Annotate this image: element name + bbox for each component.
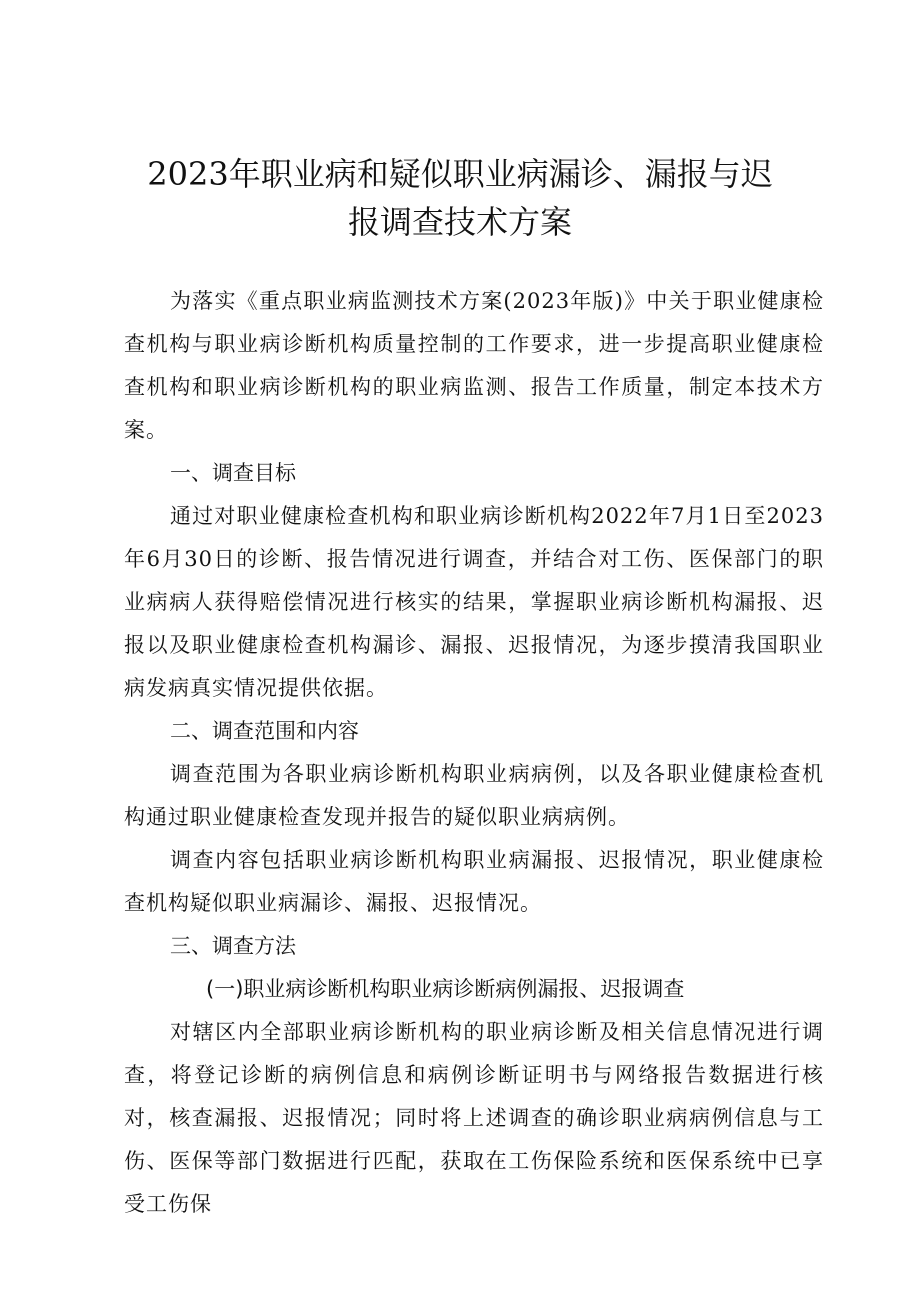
section-3-paragraph-1: 对辖区内全部职业病诊断机构的职业病诊断及相关信息情况进行调查，将登记诊断的病例信息和病例诊断证明书与网络报告数据进行核对，核查漏报、迟报情况；同时将上述调查的确诊职业病病例信息与工伤、医保等部门数据进行匹配，获取在工伤保险系统和医保系统中已享受工伤保 (124, 1020, 824, 1216)
section-3-heading: 三、调查方法 (170, 934, 296, 958)
section-3-subheading-1: (一)职业病诊断机构职业病诊断病例漏报、迟报调查 (206, 977, 685, 1001)
section-2-heading: 二、调查范围和内容 (170, 719, 359, 743)
title-line-2: 报调查技术方案 (347, 203, 572, 241)
document-title (120, 150, 800, 246)
section-1-paragraph: 通过对职业健康检查机构和职业病诊断机构2022年7月1日至2023年6月30日的诊断、报告情况进行调查，并结合对工伤、医保部门的职业病病人获得赔偿情况进行核实的结果，掌握职业病诊断机构漏报、迟报以及职业健康检查机构漏诊、漏报、迟报情况，为逐步摸清我国职业病发病真实情况提供依据。 (124, 504, 824, 700)
section-2-paragraph-2: 调查内容包括职业病诊断机构职业病漏报、迟报情况，职业健康检查机构疑似职业病漏诊、漏报、迟报情况。 (124, 848, 824, 915)
section-2-paragraph-1: 调查范围为各职业病诊断机构职业病病例，以及各职业健康检查机构通过职业健康检查发现并报告的疑似职业病病例。 (124, 762, 824, 829)
section-1-heading: 一、调查目标 (170, 461, 296, 485)
intro-paragraph: 为落实《重点职业病监测技术方案(2023年版)》中关于职业健康检查机构与职业病诊断机构质量控制的工作要求，进一步提高职业健康检查机构和职业病诊断机构的职业病监测、报告工作质量，制定本技术方案。 (124, 289, 824, 442)
title-line-1: 2023年职业病和疑似职业病漏诊、漏报与迟 (147, 155, 773, 193)
document-body (124, 280, 824, 1226)
